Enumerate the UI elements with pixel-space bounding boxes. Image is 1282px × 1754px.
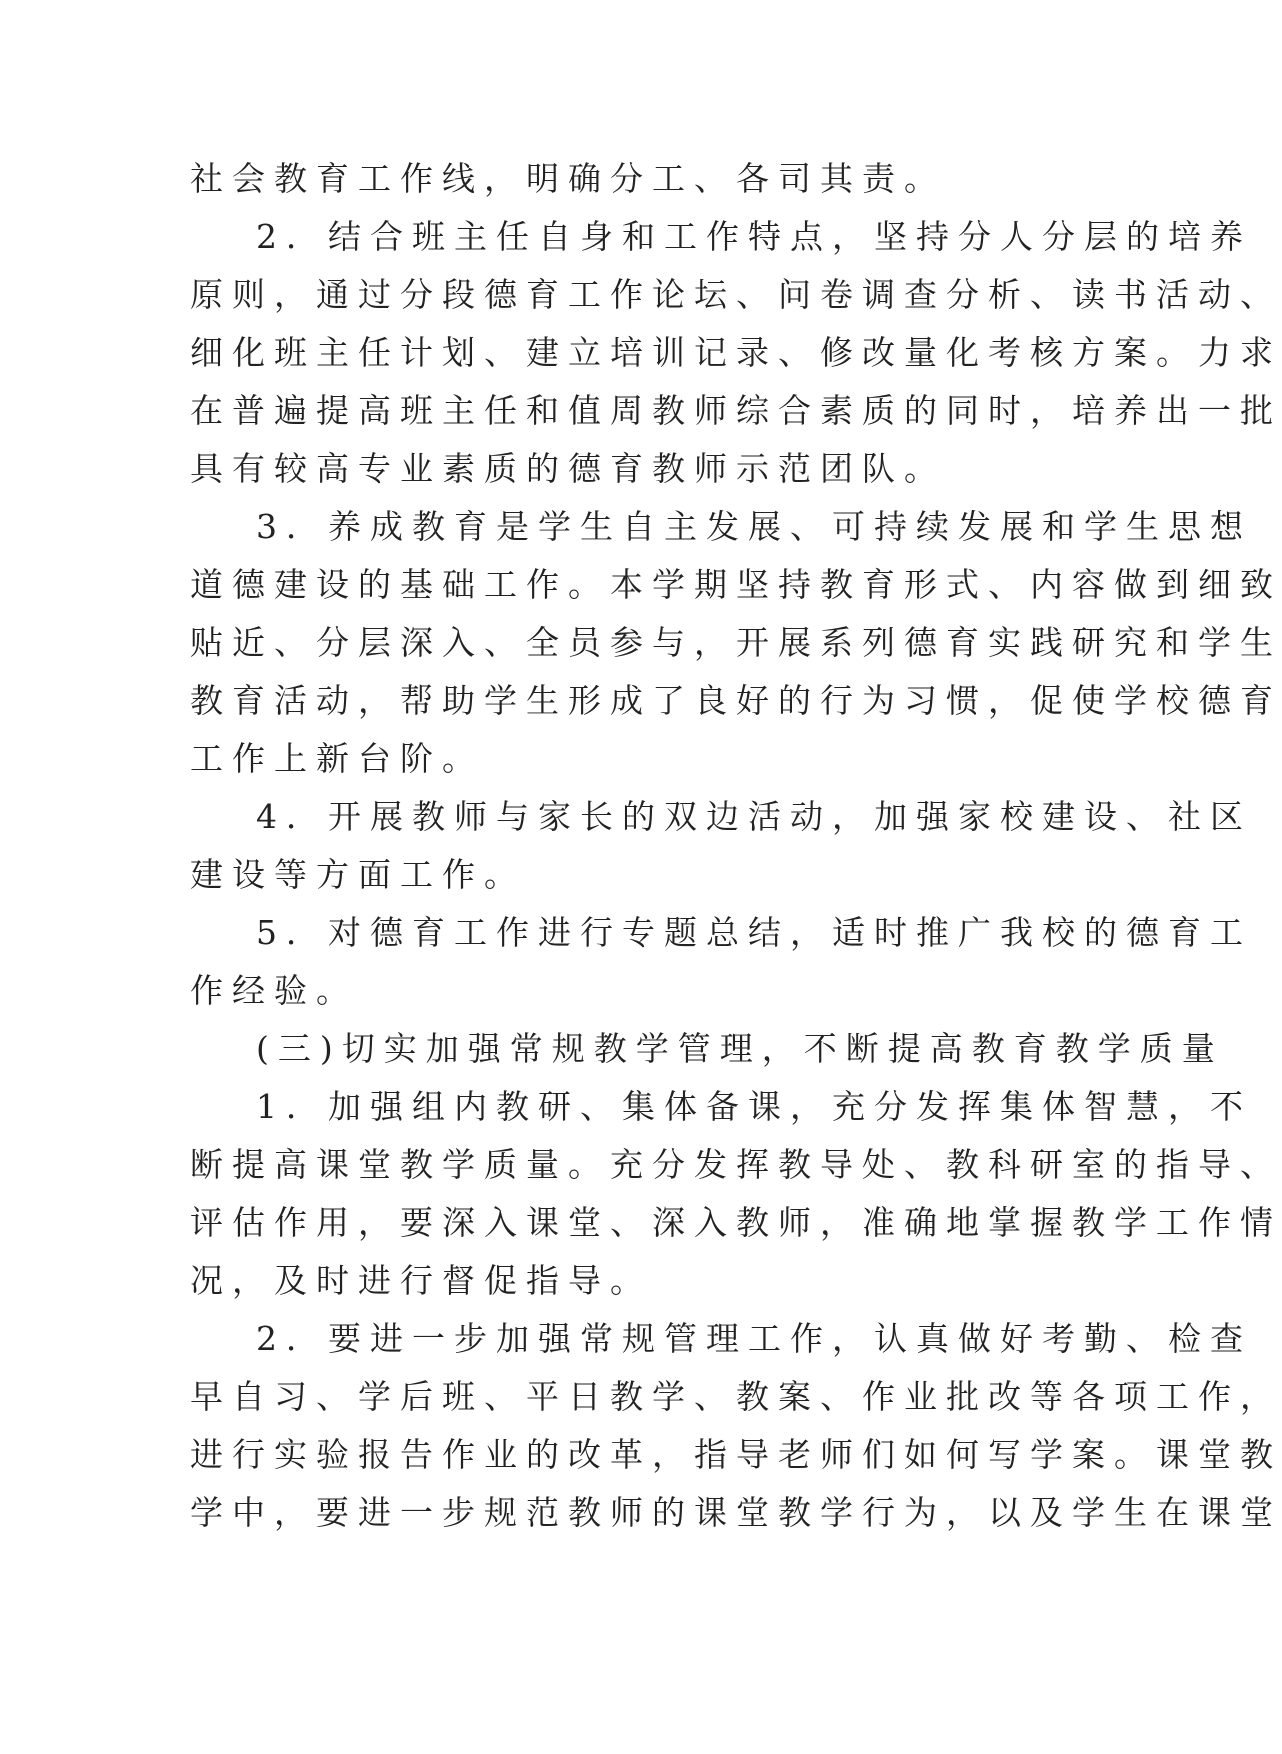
text-line: 断提高课堂教学质量。充分发挥教导处、教科研室的指导、 <box>190 1145 1282 1184</box>
text-line: 具有较高专业素质的德育教师示范团队。 <box>190 449 946 488</box>
text-line: 学中，要进一步规范教师的课堂教学行为，以及学生在课堂 <box>190 1493 1282 1532</box>
text-line: 贴近、分层深入、全员参与，开展系列德育实践研究和学生 <box>190 623 1282 662</box>
text-line: 工作上新台阶。 <box>190 739 484 778</box>
text-line: 进行实验报告作业的改革，指导老师们如何写学案。课堂教 <box>190 1435 1282 1474</box>
text-line: 5．对德育工作进行专题总结，适时推广我校的德育工 <box>256 913 1252 952</box>
text-line: 况，及时进行督促指导。 <box>190 1261 652 1300</box>
text-line: 2．结合班主任自身和工作特点，坚持分人分层的培养 <box>256 217 1252 256</box>
text-line: 评估作用，要深入课堂、深入教师，准确地掌握教学工作情 <box>190 1203 1282 1242</box>
text-line: 社会教育工作线，明确分工、各司其责。 <box>190 159 946 198</box>
text-line: 2．要进一步加强常规管理工作，认真做好考勤、检查 <box>256 1319 1252 1358</box>
text-line: 1．加强组内教研、集体备课，充分发挥集体智慧，不 <box>256 1087 1252 1126</box>
text-line: 原则，通过分段德育工作论坛、问卷调查分析、读书活动、 <box>190 275 1282 314</box>
text-line: 细化班主任计划、建立培训记录、修改量化考核方案。力求 <box>190 333 1282 372</box>
text-line: 道德建设的基础工作。本学期坚持教育形式、内容做到细致 <box>190 565 1282 604</box>
text-line: 建设等方面工作。 <box>190 855 526 894</box>
text-line: 教育活动，帮助学生形成了良好的行为习惯，促使学校德育 <box>190 681 1282 720</box>
text-line: 作经验。 <box>190 971 358 1010</box>
document-page <box>190 150 1282 1542</box>
text-line: 3．养成教育是学生自主发展、可持续发展和学生思想 <box>256 507 1252 546</box>
text-line: 早自习、学后班、平日教学、教案、作业批改等各项工作， <box>190 1377 1282 1416</box>
text-line: 4．开展教师与家长的双边活动，加强家校建设、社区 <box>256 797 1252 836</box>
section-heading: (三)切实加强常规教学管理，不断提高教育教学质量 <box>256 1029 1224 1068</box>
text-line: 在普遍提高班主任和值周教师综合素质的同时，培养出一批 <box>190 391 1282 430</box>
